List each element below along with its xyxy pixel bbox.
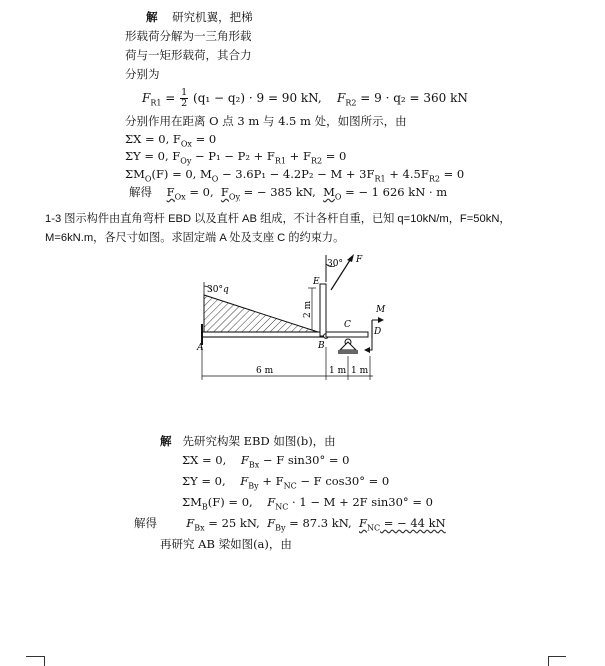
moment-m-arrow-top — [378, 317, 384, 323]
sol1-line6: 分别作用在距离 O 点 3 m 与 4.5 m 处，如图所示，由 — [125, 114, 407, 128]
eq2-sub3: R2 — [310, 156, 323, 166]
res3-a: M — [323, 185, 335, 199]
eq2-d: = 0 — [322, 149, 347, 163]
eqm-d: · 1 − M + 2F sin30° = 0 — [288, 495, 433, 509]
sol2-eqy — [182, 474, 389, 493]
eq2-a: ΣY = 0, F — [125, 149, 181, 163]
res-fnc — [359, 516, 381, 533]
res2-a: F — [220, 185, 229, 199]
eq3-e: = 0 — [439, 167, 465, 181]
result-foy — [220, 185, 240, 202]
eqx-b: F — [240, 453, 249, 467]
res2-end: = − 385 kN, — [239, 185, 316, 199]
res1-end: = 0, — [185, 185, 214, 199]
eq3-d: + 4.5F — [385, 167, 429, 181]
fr1-eq: = — [161, 91, 180, 105]
res-a-sub: Bx — [194, 523, 205, 533]
support-c-triangle — [340, 342, 356, 350]
sol1-line4: 分别为 — [125, 67, 160, 81]
sol2-eqm — [182, 495, 433, 514]
eq2-sub: Oy — [180, 156, 192, 166]
problem-line2: M=6kN.m，各尺寸如图。求固定端 A 处及支座 C 的约束力。 — [45, 232, 345, 244]
moment-m-arrow-bottom — [364, 347, 370, 353]
label-a: A — [197, 343, 204, 353]
eqm-c: F — [267, 495, 276, 509]
res-c-sub: NC — [366, 523, 381, 533]
label-angle-top: 30° — [327, 259, 343, 269]
eq3-a: ΣM — [125, 167, 145, 181]
label-2m: 2 m — [303, 300, 313, 318]
eqm-sub: B — [201, 502, 208, 512]
sol1-text1: 研究机翼，把梯 — [172, 10, 253, 24]
eq3-b: (F) = 0, M — [151, 167, 212, 181]
fr1-sub: R1 — [150, 98, 162, 108]
res-b-end: = 87.3 kN, — [285, 516, 352, 530]
sol2-result — [134, 516, 446, 535]
member-be — [320, 284, 326, 336]
eqy-b: F — [240, 474, 249, 488]
corner-mark-left-v — [44, 656, 45, 666]
eqy-c: + F — [258, 474, 284, 488]
label-b: B — [318, 341, 325, 351]
sol2-res-label: 解得 — [134, 516, 157, 530]
res-c: F — [359, 516, 367, 530]
eq1-sub: Ox — [180, 139, 192, 149]
label-angle-left: 30° — [207, 285, 223, 295]
support-c-ground — [338, 350, 358, 354]
res2-sub: Oy — [228, 192, 240, 202]
eqm-sub2: NC — [275, 502, 289, 512]
sol2-intro-text: 先研究构架 EBD 如图(b)，由 — [182, 434, 336, 448]
res-c-end: = − 44 kN — [380, 516, 446, 530]
eq2-c: + F — [286, 149, 311, 163]
corner-mark-left — [26, 656, 44, 665]
sol1-line2: 形载荷分解为一三角形载 — [125, 29, 252, 43]
fr2-sub: R2 — [345, 98, 357, 108]
structure-diagram — [180, 252, 400, 392]
sol2-eqx — [182, 453, 349, 472]
corner-mark-right-v — [548, 656, 549, 666]
eqy-sub2: NC — [283, 481, 297, 491]
res3-sub: O — [334, 192, 342, 202]
fr2-symbol: F — [336, 91, 346, 105]
sol2-intro — [160, 434, 336, 448]
beam-ab — [202, 332, 326, 337]
eqy-a: ΣY = 0, — [182, 474, 226, 488]
label-e: E — [313, 277, 320, 287]
sol1-line3: 荷与一矩形载荷，其合力 — [125, 48, 252, 62]
eq3-sub4: R2 — [428, 174, 440, 184]
res-b: F — [267, 516, 276, 530]
res-a-end: = 25 kN, — [204, 516, 260, 530]
frac-den: 2 — [181, 98, 188, 109]
res1-a: F — [166, 185, 175, 199]
label-d: D — [374, 327, 382, 337]
label-m: M — [376, 305, 386, 315]
sol2-jie: 解 — [160, 434, 172, 448]
res1-sub: Ox — [174, 192, 186, 202]
force-f-arrowhead — [347, 254, 354, 262]
sol1-eq3 — [125, 167, 464, 186]
eqm-b: (F) = 0, — [207, 495, 253, 509]
sol1-jie: 解 — [146, 10, 158, 24]
eqx-sub: Bx — [248, 460, 260, 470]
fr2-expr: = 9 · q₂ = 360 kN — [356, 91, 468, 105]
eq3-sub2: O — [211, 174, 219, 184]
corner-mark-right — [548, 656, 566, 665]
sol2-next: 再研究 AB 梁如图(a)，由 — [160, 537, 292, 551]
res-b-sub: By — [275, 523, 286, 533]
sol1-force-equation — [142, 88, 468, 110]
sol1-result — [129, 185, 447, 204]
label-c: C — [344, 320, 351, 330]
fr1-expr: (q₁ − q₂) · 9 = 90 kN, — [193, 91, 322, 105]
label-6m: 6 m — [256, 366, 274, 376]
eq3-c: − 3.6P₁ − 4.2P₂ − M + 3F — [218, 167, 375, 181]
eqx-a: ΣX = 0, — [182, 453, 227, 467]
result-label: 解得 — [129, 185, 152, 199]
problem-line1: 1-3 图示构件由直角弯杆 EBD 以及直杆 AB 组成，不计各杆自重，已知 q=10kN/m，F=50kN， — [45, 213, 511, 225]
eqy-sub: By — [248, 481, 259, 491]
member-bd — [326, 332, 368, 337]
label-force-f: F — [356, 255, 363, 265]
result-fox — [166, 185, 186, 202]
half-fraction — [180, 88, 188, 109]
fr1-symbol: F — [142, 91, 151, 105]
eqx-c: − F sin30° = 0 — [259, 453, 350, 467]
eq1-end: = 0 — [191, 132, 217, 146]
sol1-line1 — [146, 10, 253, 24]
res-a: F — [186, 516, 195, 530]
sol1-eq2 — [125, 149, 346, 168]
triangular-load — [204, 295, 318, 332]
eqm-a: ΣM — [182, 495, 202, 509]
eqy-d: − F cos30° = 0 — [296, 474, 390, 488]
label-1m-a: 1 m — [329, 366, 347, 376]
label-1m-b: 1 m — [351, 366, 369, 376]
result-mo — [323, 185, 342, 202]
eq2-b: − P₁ − P₂ + F — [191, 149, 275, 163]
eq2-sub2: R1 — [274, 156, 286, 166]
eq3-sub: O — [144, 174, 152, 184]
eq1-a: ΣX = 0, F — [125, 132, 181, 146]
label-q: q — [223, 285, 229, 295]
eq3-sub3: R1 — [374, 174, 386, 184]
frac-num: 1 — [181, 87, 188, 98]
res3-end: = − 1 626 kN · m — [341, 185, 448, 199]
